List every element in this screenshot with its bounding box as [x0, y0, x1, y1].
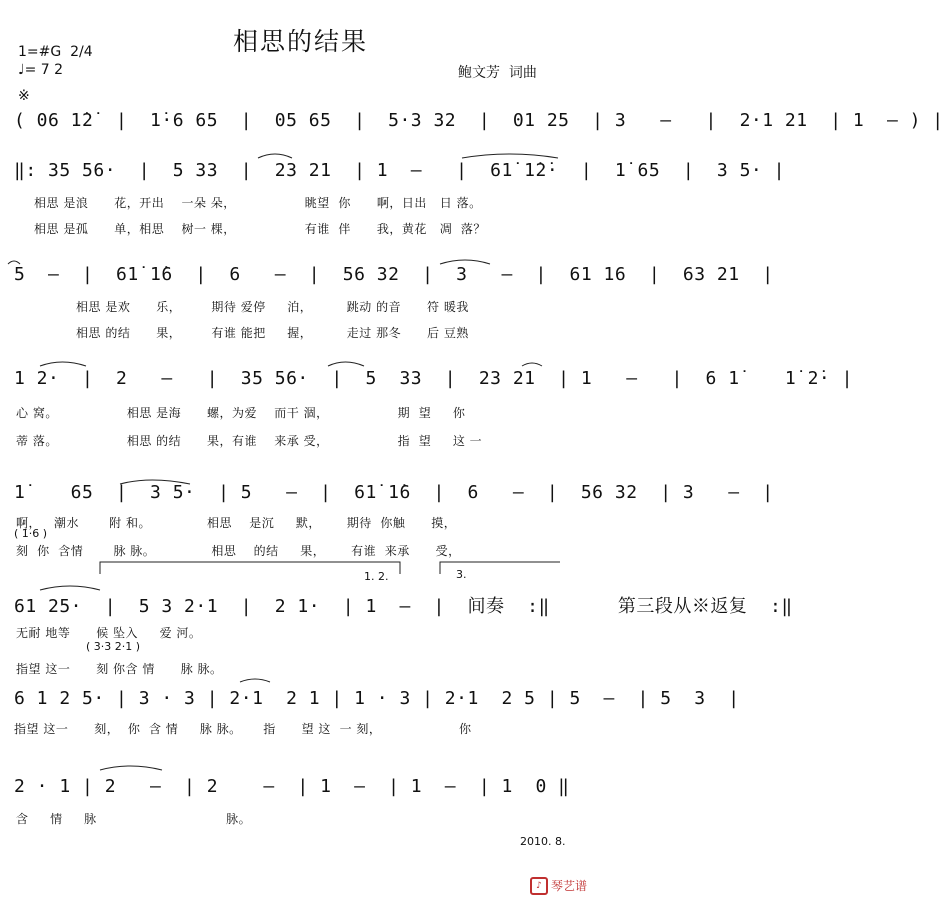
alt-notes-sys5: ( 1̇·6 ) [14, 527, 48, 540]
system-6-notes: 61 25· | 5 3 2·1 | 2 1· | 1 – | 间奏 :‖ 第三段从※返复 :‖ [14, 596, 793, 617]
volta-1-2: 1. 2. [364, 570, 389, 583]
system-1-notes: ( 06 1̇2̇ | 1̇·6 65 | 05 65 | 5·3 32 | 01 25 | 3 – | 2·1 21 | 1 – ) | [14, 110, 944, 131]
composer-credit: 鲍文芳 词曲 [458, 65, 537, 81]
system-3-notes: 5 – | 61̇ 1̇6 | 6 – | 56 32 | 3 – | 61 16 | 63 21 | [14, 264, 774, 285]
segno-sign: ※ [18, 88, 30, 104]
system-2-lyrics-2: 相思 是孤 单，相思 树一 棵， 有谁 伴 我，黄花 凋 落？ [34, 222, 486, 236]
system-8-notes: 2 · 1 | 2 – | 2 – | 1 – | 1 – | 1 0 ‖ [14, 776, 570, 797]
logo-text: 琴艺谱 [550, 878, 587, 893]
system-2-notes: ‖: 35 56· | 5 33 | 23 21 | 1 – | 61̇ 1̇2̇· | 1̇ 65 | 3 5· | [14, 160, 785, 181]
system-4-lyrics-1: 心 窝。 相思 是海 螺，为爱 而干 涸， 期 望 你 [16, 406, 466, 420]
system-2-lyrics-1: 相思 是浪 花，开出 一朵 朵， 眺望 你 啊，日出 日 落。 [34, 196, 482, 210]
system-5-lyrics-1: 啊， 潮水 附 和。 相思 是沉 默， 期待 你触 摸， [16, 516, 457, 530]
site-logo[interactable] [522, 863, 587, 896]
song-title: 相思的结果 [232, 27, 368, 56]
system-4-notes: 1 2· | 2 – | 35 56· | 5 33 | 23 21 | 1 – | 6 1̇ 1̇ 2̇· | [14, 368, 853, 389]
system-5-lyrics-2: 刻 你 含情 脉 脉。 相思 的结 果， 有谁 来承 受， [16, 544, 461, 558]
logo-icon: ♪ [530, 877, 548, 895]
system-3-lyrics-1: 相思 是欢 乐， 期待 爱停 泊， 跳动 的音 符 暖我 [76, 300, 469, 314]
key-time-signature: 1=#G 2/4 [18, 44, 93, 60]
system-7-notes: 6 1 2 5· | 3 · 3 | 2·1 2 1 | 1 · 3 | 2·1 2 5 | 5 – | 5 3 | [14, 688, 740, 709]
system-7-lyrics-1: 指望 这一 刻， 你 含 情 脉 脉。 指 望 这 一 刻， 你 [14, 722, 472, 736]
system-8-lyrics-1: 含 情 脉 脉。 [16, 812, 252, 826]
system-6-lyrics-2: 指望 这一 刻 你含 情 脉 脉。 [16, 662, 223, 676]
system-4-lyrics-2: 蒂 落。 相思 的结 果，有谁 来承 受， 指 望 这 一 [16, 434, 483, 448]
tempo-marking: ♩= 7 2 [18, 62, 64, 78]
system-6-lyrics-1: 无耐 地等 候 坠入 爱 河。 [16, 626, 202, 640]
alt-notes-sys6: ( 3·3 2·1 ) [86, 640, 141, 653]
volta-3: 3. [456, 568, 467, 581]
date-stamp: 2010. 8. [520, 835, 566, 848]
system-5-notes: 1̇ 65 | 3 5· | 5 – | 61̇ 1̇6 | 6 – | 56 32 | 3 – | [14, 482, 774, 503]
system-3-lyrics-2: 相思 的结 果， 有谁 能把 握， 走过 那冬 后 豆熟 [76, 326, 469, 340]
